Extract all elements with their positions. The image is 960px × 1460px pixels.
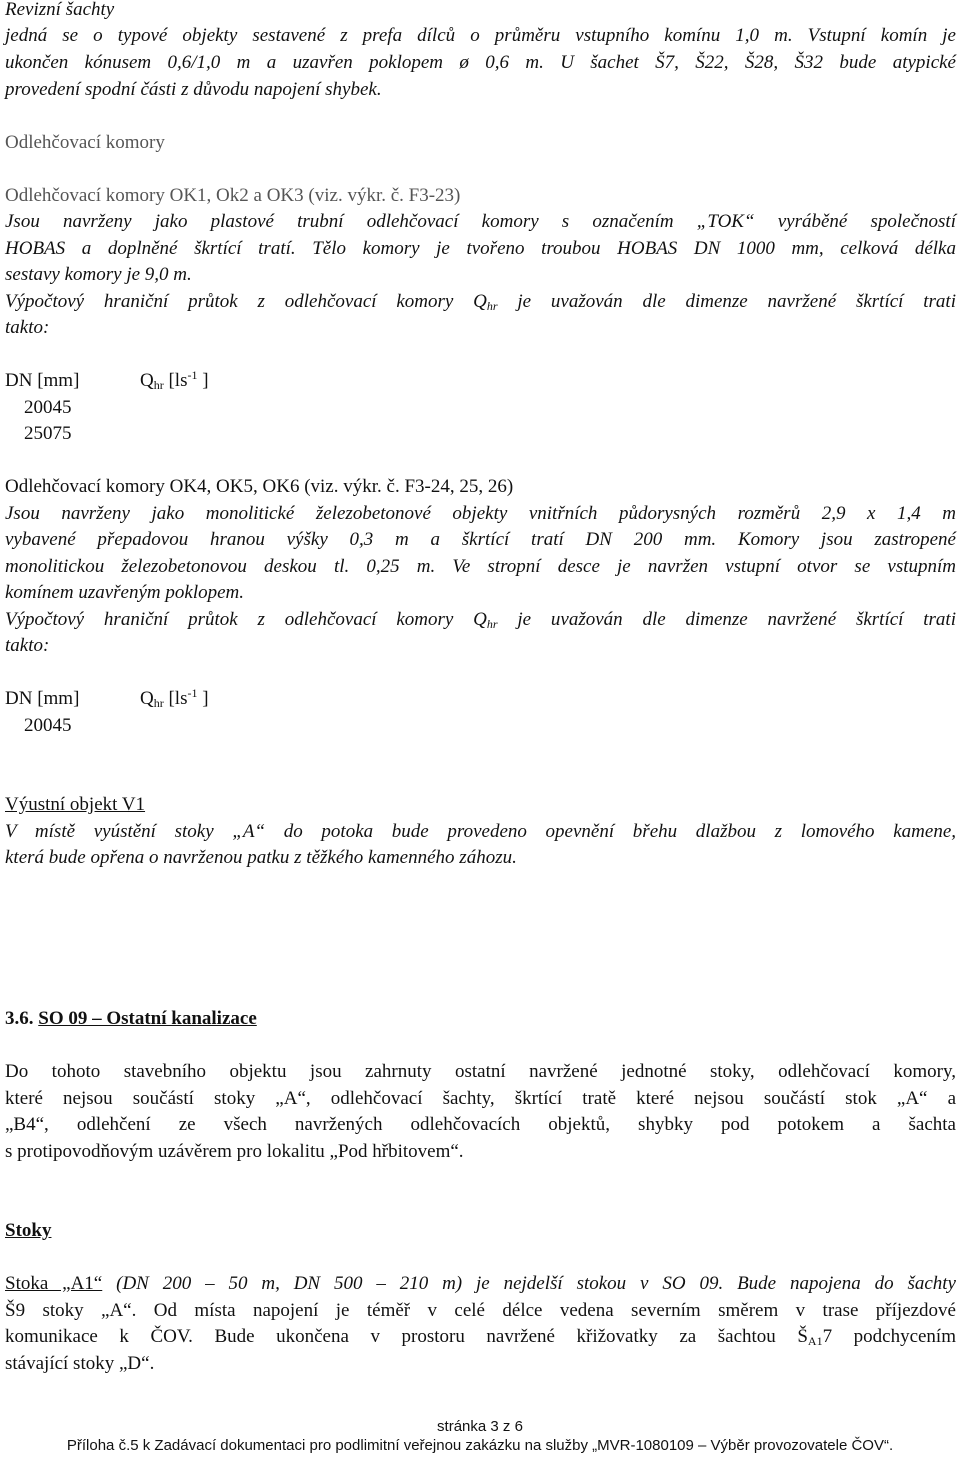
section-heading-revizni-sachty: Revizní šachty — [5, 0, 115, 20]
flow-sentence: Výpočtový hraniční průtok z odlehčovací komory $Q_{hr}$ je uvažován dle dimenze navržené škrtící trati — [5, 609, 956, 631]
table-row: 20045 — [24, 715, 72, 736]
flow-sentence: Výpočtový hraniční průtok z odlehčovací komory $Q_{hr}$ je uvažován dle dimenze navržené škrtící trati — [5, 291, 956, 313]
footer-note: Příloha č.5 k Zadávací dokumentaci pro podlimitní veřejnou zakázku na služby „MVR-1080109 – Výběr provozovatele ČOV“. — [66, 1437, 894, 1454]
paragraph-line: monolitickou železobetonovou deskou tl. 0,25 m. Ve stropní desce je navržen vstupní otvor se vstupním — [5, 556, 956, 577]
paragraph-line: HOBAS a doplněné škrtící tratí. Tělo komory je tvořeno troubou HOBAS DN 1000 mm, celková délka — [5, 238, 956, 259]
paragraph-line: Stoka „A1“ (DN 200 – 50 m, DN 500 – 210 m) je nejdelší stokou v SO 09. Bude napojena do šachty — [5, 1273, 956, 1294]
table-row: 25075 — [24, 423, 72, 444]
flow-sentence-end: takto: — [5, 635, 50, 656]
paragraph-line: Š9 stoky „A“. Od místa napojení je téměř v celé délce vedena severním směrem v trase příjezdové — [5, 1300, 956, 1321]
paragraph-line: ukončen kónusem 0,6/1,0 m a uzavřen poklopem ø 0,6 m. U šachet Š7, Š22, Š28, Š32 bude atypické — [5, 52, 956, 73]
subsection-heading-ok1: Odlehčovací komory OK1, Ok2 a OK3 (viz. výkr. č. F3-23) — [5, 185, 461, 206]
page-number: stránka 3 z 6 — [437, 1418, 523, 1435]
paragraph-line: sestavy komory je 9,0 m. — [5, 264, 192, 285]
section-title: 3.6. SO 09 – Ostatní kanalizace — [5, 1008, 257, 1029]
paragraph-line: Jsou navrženy jako monolitické železobetonové objekty vnitřních půdorysných rozměrů 2,9 x 1,4 m — [5, 503, 956, 524]
flow-sentence-end: takto: — [5, 317, 50, 338]
table-header-dn: DN [mm] — [5, 688, 80, 709]
section-heading-odlehcovaci-komory: Odlehčovací komory — [5, 132, 165, 153]
table-header-q: $Q_{hr}$ [$ls^{-1}$ ] — [140, 368, 209, 392]
paragraph-line: komínem uzavřeným poklopem. — [5, 582, 245, 603]
paragraph-line: stávající stoky „D“. — [5, 1353, 155, 1374]
paragraph-line: komunikace k ČOV. Bude ukončena v prostoru navržené křižovatky za šachtou $Š_{A1}7$ podchycením — [5, 1326, 956, 1348]
paragraph-line: provedení spodní části z důvodu napojení shybek. — [5, 79, 382, 100]
paragraph-line: které nejsou součástí stoky „A“, odlehčovací šachty, škrtící tratě které nejsou součástí stok „A“ a — [5, 1088, 956, 1109]
table-header-q: $Q_{hr}$ [$ls^{-1}$ ] — [140, 686, 209, 710]
paragraph-line: V místě vyústění stoky „A“ do potoka bude provedeno opevnění břehu dlažbou z lomového kamene, — [5, 821, 956, 842]
section-heading-vyustni-objekt: Výustní objekt V1 — [5, 794, 146, 815]
table-header-dn: DN [mm] — [5, 370, 80, 391]
subsection-heading-ok4: Odlehčovací komory OK4, OK5, OK6 (viz. výkr. č. F3-24, 25, 26) — [5, 476, 514, 497]
paragraph-line: „B4“, odlehčení ze všech navržených odlehčovacích objektů, shybky pod potokem a šachta — [5, 1114, 956, 1135]
table-row: 20045 — [24, 397, 72, 418]
paragraph-line: vybavené přepadovou hranou výšky 0,3 m a škrtící tratí DN 200 mm. Komory jsou zastropené — [5, 529, 956, 550]
section-heading-stoky: Stoky — [5, 1220, 52, 1241]
paragraph-line: s protipovodňovým uzávěrem pro lokalitu „Pod hřbitovem“. — [5, 1141, 464, 1162]
paragraph-line: Do tohoto stavebního objektu jsou zahrnuty ostatní navržené jednotné stoky, odlehčovací komory, — [5, 1061, 956, 1082]
paragraph-line: Jsou navrženy jako plastové trubní odlehčovací komory s označením „TOK“ vyráběné společností — [5, 211, 956, 232]
paragraph-line: jedná se o typové objekty sestavené z prefa dílců o průměru vstupního komínu 1,0 m. Vstupní komín je — [5, 25, 956, 46]
paragraph-line: která bude opřena o navrženou patku z těžkého kamenného záhozu. — [5, 847, 517, 868]
